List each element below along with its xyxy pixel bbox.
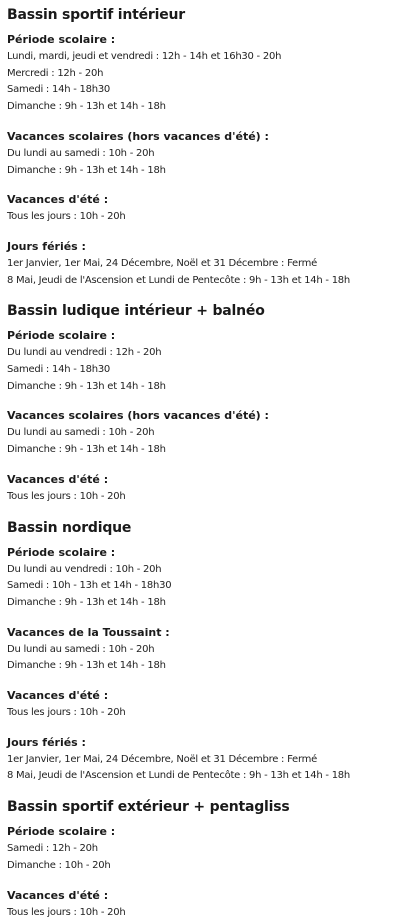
schedule-group (7, 328, 402, 395)
section-title: Bassin ludique intérieur + balnéo (7, 303, 265, 320)
schedule-line: Samedi : 14h - 18h30 (7, 84, 111, 96)
group-title: Période scolaire : (7, 329, 116, 343)
group-title: Période scolaire : (7, 825, 116, 839)
schedule-line: Tous les jours : 10h - 20h (7, 906, 126, 918)
group-title: Jours fériés : (7, 239, 86, 253)
section-title: Bassin sportif intérieur (7, 7, 185, 23)
schedule-line: Dimanche : 10h - 20h (7, 859, 111, 871)
schedule-line: Dimanche : 9h - 13h et 14h - 18h (7, 444, 166, 456)
schedule-line: Lundi, mardi, jeudi et vendredi : 12h - 14h et 16h30 - 20h (7, 51, 282, 62)
schedule-group (7, 239, 402, 289)
schedule-line: Du lundi au samedi : 10h - 20h (7, 427, 155, 439)
section-title: Bassin sportif extérieur + pentagliss (7, 799, 290, 816)
schedule-group (7, 735, 402, 785)
schedule-line: Dimanche : 9h - 13h et 14h - 18h (7, 380, 166, 392)
schedule-line: Tous les jours : 10h - 20h (7, 707, 126, 719)
schedule-line: Dimanche : 9h - 13h et 14h - 18h (7, 660, 166, 672)
group-title: Jours fériés : (7, 735, 86, 749)
schedule-line: Mercredi : 12h - 20h (7, 67, 104, 79)
schedule-line: Du lundi au samedi : 10h - 20h (7, 147, 155, 159)
schedule-line: Samedi : 10h - 13h et 14h - 18h30 (7, 580, 172, 592)
group-title: Vacances de la Toussaint : (7, 625, 170, 639)
pool-section (7, 302, 402, 505)
group-title: Vacances scolaires (hors vacances d'été) : (7, 129, 269, 143)
schedule-line: Dimanche : 9h - 13h et 14h - 18h (7, 596, 166, 608)
schedule-line: 1er Janvier, 1er Mai, 24 Décembre, Noël et 31 Décembre : Fermé (7, 257, 318, 269)
schedule-group (7, 472, 402, 506)
pool-section (7, 519, 402, 786)
pool-section (7, 6, 402, 289)
schedule-group (7, 192, 402, 226)
schedule-group (7, 625, 402, 675)
schedule-line: Du lundi au vendredi : 12h - 20h (7, 347, 162, 359)
pool-section (7, 798, 402, 921)
group-title: Période scolaire : (7, 545, 116, 559)
schedule-line: Samedi : 12h - 20h (7, 843, 98, 855)
group-title: Vacances scolaires (hors vacances d'été) : (7, 409, 269, 423)
schedule-line: 8 Mai, Jeudi de l'Ascension et Lundi de Pentecôte : 9h - 13h et 14h - 18h (7, 274, 351, 286)
schedule-line: Du lundi au samedi : 10h - 20h (7, 643, 155, 655)
schedule-line: Dimanche : 9h - 13h et 14h - 18h (7, 164, 166, 176)
schedule-line: Tous les jours : 10h - 20h (7, 490, 126, 502)
schedule-line: Samedi : 14h - 18h30 (7, 364, 111, 376)
schedule-group (7, 32, 402, 116)
schedule-line: Tous les jours : 10h - 20h (7, 211, 126, 223)
schedule-group (7, 408, 402, 458)
schedule-line: Dimanche : 9h - 13h et 14h - 18h (7, 101, 166, 113)
schedule-line: 1er Janvier, 1er Mai, 24 Décembre, Noël et 31 Décembre : Fermé (7, 753, 318, 765)
schedule-group (7, 888, 402, 921)
group-title: Vacances d'été : (7, 689, 109, 703)
section-title: Bassin nordique (7, 519, 132, 536)
group-title: Vacances d'été : (7, 193, 109, 207)
schedule-group (7, 824, 402, 874)
schedule-line: 8 Mai, Jeudi de l'Ascension et Lundi de Pentecôte : 9h - 13h et 14h - 18h (7, 770, 351, 782)
schedule-line: Du lundi au vendredi : 10h - 20h (7, 563, 162, 575)
schedule-group (7, 129, 402, 179)
group-title: Vacances d'été : (7, 472, 109, 486)
group-title: Période scolaire : (7, 33, 116, 46)
schedule-group (7, 688, 402, 722)
group-title: Vacances d'été : (7, 888, 109, 902)
schedule-group (7, 545, 402, 612)
